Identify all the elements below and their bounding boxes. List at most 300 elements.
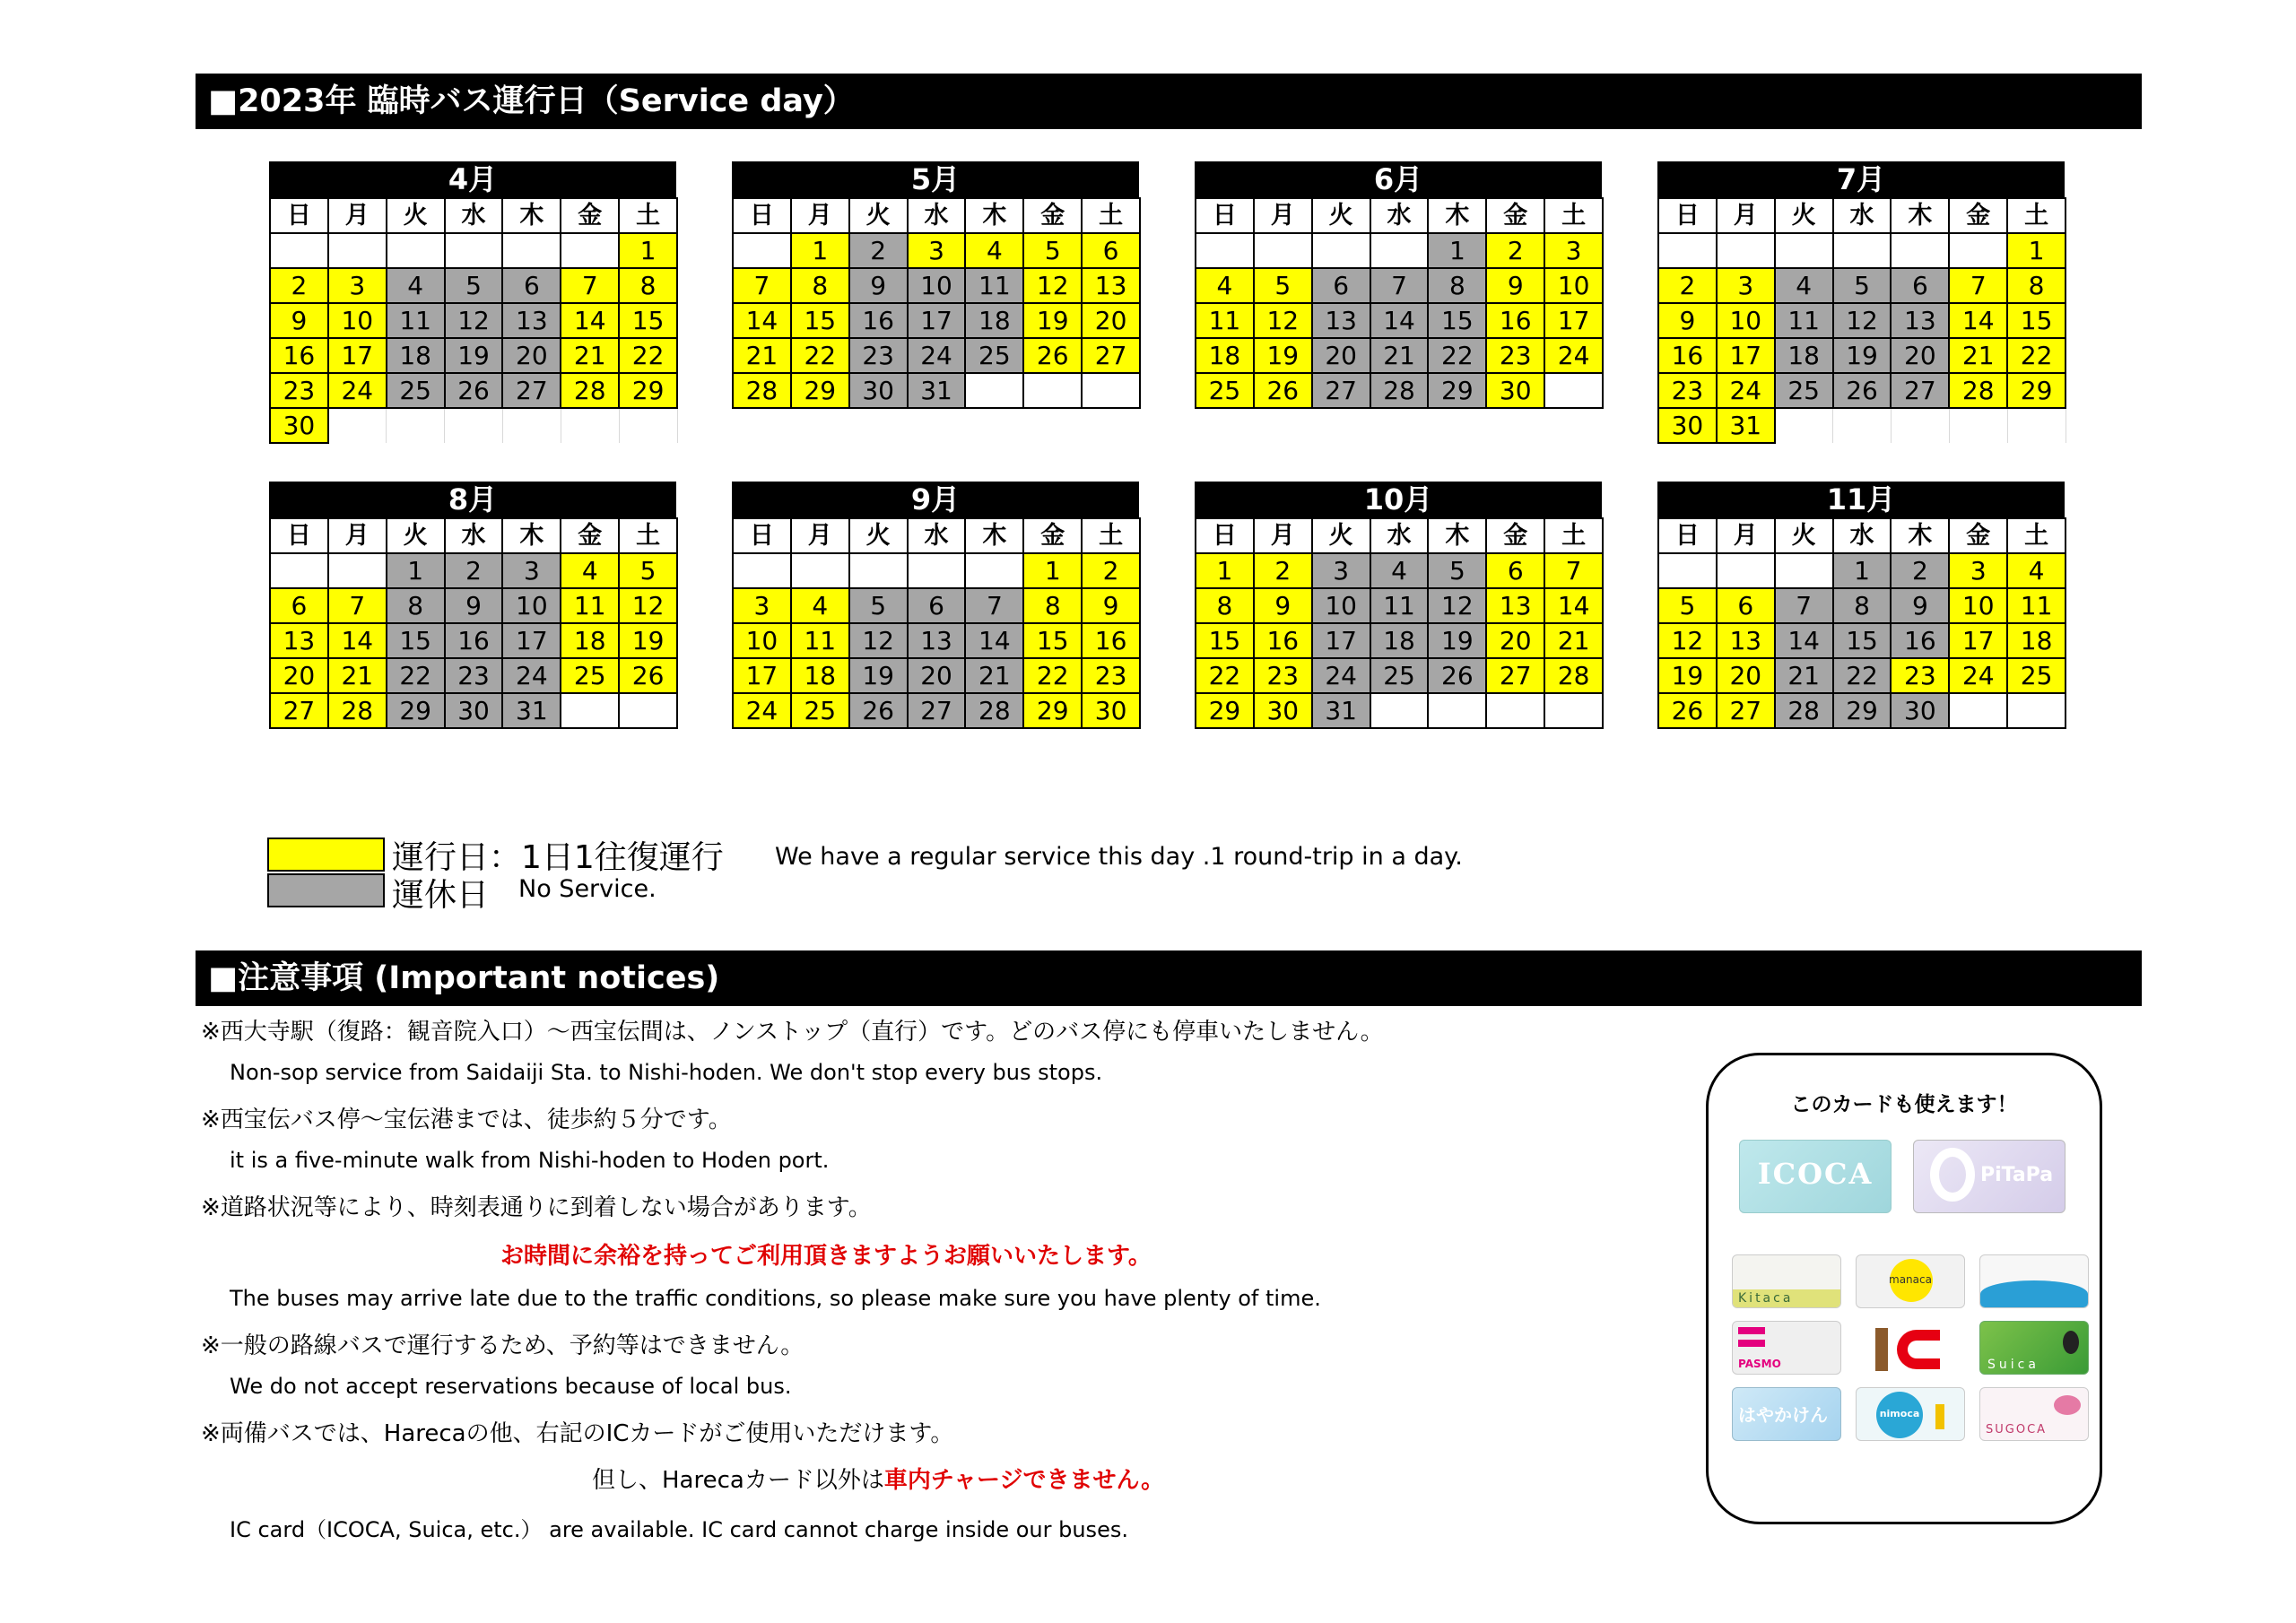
- service-day-cell: 28: [1949, 373, 2007, 408]
- no-service-day-cell: 24: [1312, 658, 1370, 693]
- week-row: [1658, 373, 2066, 408]
- service-day-cell: 28: [328, 693, 387, 728]
- no-service-day-cell: 12: [1833, 303, 1892, 338]
- weekday-header: 月: [791, 518, 849, 553]
- service-day-cell: 22: [1023, 658, 1082, 693]
- no-service-day-cell: 30: [445, 693, 503, 728]
- empty-day-cell: [1370, 233, 1429, 268]
- weekday-header: 日: [1196, 198, 1254, 233]
- no-service-day-cell: 8: [1833, 588, 1892, 623]
- pitapa-logo-shape: [1930, 1148, 1975, 1202]
- ic-logo-icon: [1856, 1321, 1965, 1375]
- month-title: 8月: [269, 482, 676, 517]
- service-day-cell: 23: [1658, 373, 1717, 408]
- service-day-cell: 30: [270, 408, 328, 443]
- no-service-day-cell: 26: [445, 373, 503, 408]
- weekday-header: 火: [1775, 518, 1833, 553]
- service-day-cell: 3: [908, 233, 966, 268]
- service-day-cell: 10: [1949, 588, 2007, 623]
- no-service-day-cell: 27: [1891, 373, 1949, 408]
- service-day-cell: 20: [270, 658, 328, 693]
- no-service-day-cell: 22: [387, 658, 445, 693]
- weekday-header: 土: [1082, 198, 1140, 233]
- no-service-day-cell: 16: [1891, 623, 1949, 658]
- no-service-day-cell: 19: [445, 338, 503, 373]
- week-row: [1658, 233, 2066, 268]
- weekday-header: 土: [1544, 518, 1603, 553]
- month-calendar: [269, 482, 676, 729]
- notice-3-warning: お時間に余裕を持ってご利用頂きますようお願いいたします。: [500, 1243, 1152, 1270]
- service-day-cell: 13: [1486, 588, 1544, 623]
- month-title: 7月: [1657, 161, 2065, 197]
- weekday-header: 火: [387, 198, 445, 233]
- no-service-day-cell: 29: [1428, 373, 1486, 408]
- service-day-cell: 6: [270, 588, 328, 623]
- week-row: [1196, 693, 1603, 728]
- week-row: [1658, 623, 2066, 658]
- no-service-day-cell: 13: [502, 303, 561, 338]
- week-row: [270, 303, 677, 338]
- service-day-cell: 24: [1717, 373, 1775, 408]
- service-day-cell: 25: [561, 658, 619, 693]
- week-row: [733, 623, 1140, 658]
- service-day-cell: 21: [1949, 338, 2007, 373]
- legend-service-jp: 運行日：1日1往復運行: [392, 839, 724, 876]
- service-day-cell: 23: [1891, 658, 1949, 693]
- empty-day-cell: [328, 553, 387, 588]
- empty-day-cell: [733, 233, 791, 268]
- no-service-day-cell: 20: [1891, 338, 1949, 373]
- notice-4-jp: ※一般の路線バスで運行するため、予約等はできません。: [201, 1332, 804, 1359]
- service-day-cell: 27: [1082, 338, 1140, 373]
- weekday-header: 日: [270, 518, 328, 553]
- service-day-cell: 15: [1196, 623, 1254, 658]
- empty-day-cell: [965, 553, 1023, 588]
- empty-day-cell: [1775, 553, 1833, 588]
- notice-3-jp: ※道路状況等により、時刻表通りに到着しない場合があります。: [201, 1194, 872, 1221]
- weekday-header: 金: [1486, 518, 1544, 553]
- no-service-day-cell: 7: [1370, 268, 1429, 303]
- no-service-day-cell: 31: [1312, 693, 1370, 728]
- week-row: [1658, 408, 2066, 443]
- service-day-cell: 20: [1082, 303, 1140, 338]
- service-day-cell: 20: [1486, 623, 1544, 658]
- month-title: 9月: [732, 482, 1139, 517]
- no-service-day-cell: 27: [908, 693, 966, 728]
- no-service-day-cell: 30: [849, 373, 908, 408]
- service-day-cell: 12: [1254, 303, 1312, 338]
- empty-day-cell: [1544, 693, 1603, 728]
- service-day-cell: 2: [1658, 268, 1717, 303]
- service-day-cell: 19: [1023, 303, 1082, 338]
- no-service-day-cell: 19: [1428, 623, 1486, 658]
- no-service-day-cell: 30: [1891, 693, 1949, 728]
- no-service-day-cell: 26: [849, 693, 908, 728]
- week-row: [270, 408, 677, 443]
- weekday-header: 金: [1949, 518, 2007, 553]
- legend-swatch-no-service: [267, 873, 385, 907]
- no-service-day-cell: 12: [445, 303, 503, 338]
- empty-day-cell: [1775, 408, 1833, 443]
- service-day-cell: 16: [270, 338, 328, 373]
- no-service-day-cell: 21: [965, 658, 1023, 693]
- service-day-cell: 14: [1544, 588, 1603, 623]
- notice-4-en: We do not accept reservations because of local bus.: [230, 1374, 792, 1399]
- service-day-cell: 25: [1196, 373, 1254, 408]
- service-day-cell: 7: [1949, 268, 2007, 303]
- week-row: [1196, 303, 1603, 338]
- service-day-cell: 12: [1023, 268, 1082, 303]
- week-row: [733, 268, 1140, 303]
- service-day-cell: 9: [1658, 303, 1717, 338]
- service-day-cell: 10: [328, 303, 387, 338]
- legend-noservice-en: No Service.: [518, 875, 657, 903]
- service-day-cell: 21: [561, 338, 619, 373]
- empty-day-cell: [561, 233, 619, 268]
- no-service-day-cell: 17: [502, 623, 561, 658]
- service-day-cell: 24: [1949, 658, 2007, 693]
- empty-day-cell: [1544, 373, 1603, 408]
- service-day-cell: 6: [1486, 553, 1544, 588]
- service-day-cell: 30: [1486, 373, 1544, 408]
- service-day-cell: 26: [619, 658, 677, 693]
- week-row: [270, 338, 677, 373]
- service-day-cell: 18: [1196, 338, 1254, 373]
- service-day-cell: 11: [791, 623, 849, 658]
- service-day-cell: 24: [733, 693, 791, 728]
- service-day-cell: 8: [791, 268, 849, 303]
- no-service-day-cell: 21: [1370, 338, 1429, 373]
- no-service-day-cell: 6: [908, 588, 966, 623]
- service-day-cell: 13: [270, 623, 328, 658]
- weekday-header: 日: [1196, 518, 1254, 553]
- weekday-header: 水: [1370, 518, 1429, 553]
- weekday-header: 土: [619, 198, 677, 233]
- service-day-cell: 15: [619, 303, 677, 338]
- service-day-cell: 25: [791, 693, 849, 728]
- week-row: [1196, 623, 1603, 658]
- notice-5-caveat: [592, 1462, 1164, 1495]
- kitaca-card-icon: [1732, 1254, 1841, 1308]
- service-day-cell: 16: [1254, 623, 1312, 658]
- pasmo-bar-1: [1738, 1327, 1765, 1334]
- weekday-header: 月: [791, 198, 849, 233]
- no-service-day-cell: 29: [1833, 693, 1892, 728]
- no-service-day-cell: 2: [849, 233, 908, 268]
- month-title: 5月: [732, 161, 1139, 197]
- service-day-cell: 26: [1658, 693, 1717, 728]
- empty-day-cell: [2007, 693, 2066, 728]
- week-row: [1196, 588, 1603, 623]
- notice-5-caveat-warning: 車内チャージできません。: [883, 1467, 1165, 1494]
- empty-day-cell: [1891, 233, 1949, 268]
- ic-card-panel-title: このカードも使えます！: [1790, 1093, 2018, 1116]
- no-service-day-cell: 23: [849, 338, 908, 373]
- no-service-day-cell: 31: [908, 373, 966, 408]
- no-service-day-cell: 2: [1891, 553, 1949, 588]
- weekday-header: 日: [270, 198, 328, 233]
- weekday-header: 金: [1949, 198, 2007, 233]
- service-day-cell: 27: [270, 693, 328, 728]
- month-calendar: [1657, 482, 2065, 729]
- empty-day-cell: [1949, 693, 2007, 728]
- no-service-day-cell: 15: [387, 623, 445, 658]
- empty-day-cell: [1082, 373, 1140, 408]
- weekday-header: 火: [1312, 198, 1370, 233]
- no-service-day-cell: 25: [965, 338, 1023, 373]
- no-service-day-cell: 5: [445, 268, 503, 303]
- month-table: [1657, 197, 2066, 444]
- weekday-header: 日: [1658, 198, 1717, 233]
- nimoca-mark: [1935, 1404, 1944, 1429]
- ic-card-panel: [1706, 1053, 2102, 1524]
- no-service-day-cell: 8: [1428, 268, 1486, 303]
- no-service-day-cell: 27: [1312, 373, 1370, 408]
- sugoca-card-label: SUGOCA: [1986, 1423, 2048, 1436]
- service-day-cell: 19: [619, 623, 677, 658]
- hayakaken-card-label: はやかけん: [1738, 1404, 1828, 1426]
- empty-day-cell: [445, 233, 503, 268]
- service-day-cell: 26: [1254, 373, 1312, 408]
- no-service-day-cell: 9: [849, 268, 908, 303]
- weekday-header: 木: [1428, 198, 1486, 233]
- service-day-cell: 13: [1717, 623, 1775, 658]
- no-service-day-cell: 12: [1428, 588, 1486, 623]
- service-day-cell: 1: [2007, 233, 2066, 268]
- weekday-header: 月: [1717, 198, 1775, 233]
- month-calendar: [732, 161, 1139, 409]
- service-day-cell: 4: [2007, 553, 2066, 588]
- service-day-cell: 30: [1254, 693, 1312, 728]
- weekday-header: 水: [445, 198, 503, 233]
- empty-day-cell: [1370, 693, 1429, 728]
- no-service-day-cell: 26: [1428, 658, 1486, 693]
- no-service-day-cell: 12: [849, 623, 908, 658]
- nimoca-card-label: nimoca: [1879, 1408, 1920, 1419]
- weekday-header: 土: [1544, 198, 1603, 233]
- service-day-cell: 2: [1486, 233, 1544, 268]
- weekday-header: 土: [1082, 518, 1140, 553]
- weekday-header: 月: [1717, 518, 1775, 553]
- service-day-cell: 21: [733, 338, 791, 373]
- no-service-day-cell: 29: [387, 693, 445, 728]
- no-service-day-cell: 13: [908, 623, 966, 658]
- weekday-header: 日: [733, 198, 791, 233]
- service-day-cell: 17: [733, 658, 791, 693]
- no-service-day-cell: 10: [502, 588, 561, 623]
- no-service-day-cell: 28: [1775, 693, 1833, 728]
- week-row: [1658, 693, 2066, 728]
- week-row: [1658, 338, 2066, 373]
- weekday-header: 水: [908, 198, 966, 233]
- service-day-cell: 10: [733, 623, 791, 658]
- weekday-header: 日: [1658, 518, 1717, 553]
- service-day-cell: 3: [328, 268, 387, 303]
- no-service-day-cell: 28: [965, 693, 1023, 728]
- service-day-cell: 29: [791, 373, 849, 408]
- week-row: [270, 268, 677, 303]
- no-service-day-cell: 4: [1370, 553, 1429, 588]
- notice-2-jp: ※西宝伝バス停～宝伝港までは、徒歩約５分です。: [201, 1107, 732, 1133]
- week-row: [1658, 588, 2066, 623]
- weekday-row: [270, 198, 677, 233]
- no-service-day-cell: 20: [908, 658, 966, 693]
- week-row: [1196, 338, 1603, 373]
- empty-day-cell: [270, 553, 328, 588]
- empty-day-cell: [619, 408, 677, 443]
- empty-day-cell: [733, 553, 791, 588]
- service-day-cell: 6: [1717, 588, 1775, 623]
- month-calendar: [1195, 161, 1602, 409]
- empty-day-cell: [1949, 233, 2007, 268]
- service-day-cell: 13: [1082, 268, 1140, 303]
- no-service-day-cell: 5: [849, 588, 908, 623]
- empty-day-cell: [791, 553, 849, 588]
- empty-day-cell: [445, 408, 503, 443]
- weekday-header: 火: [849, 518, 908, 553]
- service-day-cell: 10: [1544, 268, 1603, 303]
- service-day-cell: 3: [1717, 268, 1775, 303]
- empty-day-cell: [1833, 408, 1892, 443]
- weekday-header: 火: [387, 518, 445, 553]
- weekday-header: 土: [2007, 518, 2066, 553]
- weekday-header: 水: [445, 518, 503, 553]
- weekday-row: [1196, 198, 1603, 233]
- service-day-cell: 15: [791, 303, 849, 338]
- ic-logo-c: [1897, 1330, 1940, 1369]
- month-table: [269, 197, 678, 444]
- service-day-cell: 5: [1658, 588, 1717, 623]
- weekday-header: 月: [1254, 518, 1312, 553]
- month-title: 6月: [1195, 161, 1602, 197]
- empty-day-cell: [502, 233, 561, 268]
- month-calendar: [1195, 482, 1602, 729]
- service-day-cell: 14: [328, 623, 387, 658]
- no-service-day-cell: 16: [849, 303, 908, 338]
- no-service-day-cell: 3: [1312, 553, 1370, 588]
- no-service-day-cell: 5: [1833, 268, 1892, 303]
- no-service-day-cell: 28: [1370, 373, 1429, 408]
- notice-5-en: IC card（ICOCA, Suica, etc.） are available. IC card cannot charge inside our buses.: [230, 1517, 1128, 1542]
- toica-wave-shape: [1980, 1280, 2088, 1307]
- service-day-cell: 28: [733, 373, 791, 408]
- service-day-cell: 1: [619, 233, 677, 268]
- no-service-day-cell: 31: [502, 693, 561, 728]
- weekday-header: 火: [1775, 198, 1833, 233]
- weekday-row: [270, 518, 677, 553]
- empty-day-cell: [561, 408, 619, 443]
- no-service-day-cell: 24: [908, 338, 966, 373]
- month-calendar: [732, 482, 1139, 729]
- month-title: 11月: [1657, 482, 2065, 517]
- ic-logo-i: [1875, 1328, 1888, 1371]
- week-row: [270, 233, 677, 268]
- service-day-cell: 3: [1544, 233, 1603, 268]
- no-service-day-cell: 4: [1775, 268, 1833, 303]
- no-service-day-cell: 25: [387, 373, 445, 408]
- no-service-day-cell: 9: [1891, 588, 1949, 623]
- pitapa-card-icon: [1913, 1140, 2066, 1213]
- month-table: [732, 197, 1141, 409]
- no-service-day-cell: 18: [965, 303, 1023, 338]
- service-day-cell: 11: [1196, 303, 1254, 338]
- service-day-cell: 28: [1544, 658, 1603, 693]
- service-day-cell: 1: [1196, 553, 1254, 588]
- service-day-cell: 25: [2007, 658, 2066, 693]
- no-service-day-cell: 6: [1891, 268, 1949, 303]
- no-service-day-cell: 25: [1370, 658, 1429, 693]
- service-day-cell: 21: [1544, 623, 1603, 658]
- sugoca-card-icon: [1979, 1387, 2089, 1441]
- service-day-cell: 15: [2007, 303, 2066, 338]
- pitapa-card-label: PiTaPa: [1980, 1164, 2054, 1186]
- no-service-day-cell: 6: [1312, 268, 1370, 303]
- service-day-cell: 29: [619, 373, 677, 408]
- empty-day-cell: [965, 373, 1023, 408]
- service-day-cell: 23: [1082, 658, 1140, 693]
- month-calendar: [1657, 161, 2065, 444]
- month-title: 10月: [1195, 482, 1602, 517]
- service-day-cell: 30: [1082, 693, 1140, 728]
- empty-day-cell: [1717, 233, 1775, 268]
- legend-swatch-service: [267, 838, 385, 872]
- empty-day-cell: [270, 233, 328, 268]
- no-service-day-cell: 18: [1370, 623, 1429, 658]
- legend-noservice-jp: 運休日: [392, 877, 490, 914]
- service-day-cell: 2: [1082, 553, 1140, 588]
- service-day-cell: 11: [561, 588, 619, 623]
- empty-day-cell: [1658, 233, 1717, 268]
- no-service-day-cell: 19: [1833, 338, 1892, 373]
- no-service-day-cell: 22: [1833, 658, 1892, 693]
- no-service-day-cell: 27: [502, 373, 561, 408]
- no-service-day-cell: 11: [965, 268, 1023, 303]
- month-table: [269, 517, 678, 729]
- empty-day-cell: [328, 408, 387, 443]
- service-day-cell: 17: [1717, 338, 1775, 373]
- empty-day-cell: [849, 553, 908, 588]
- service-day-cell: 8: [1023, 588, 1082, 623]
- week-row: [733, 303, 1140, 338]
- week-row: [270, 693, 677, 728]
- no-service-day-cell: 13: [1891, 303, 1949, 338]
- service-day-cell: 17: [1949, 623, 2007, 658]
- suica-card-label: Suica: [1987, 1358, 2039, 1372]
- weekday-header: 木: [1891, 518, 1949, 553]
- empty-day-cell: [1312, 233, 1370, 268]
- no-service-day-cell: 20: [502, 338, 561, 373]
- week-row: [270, 553, 677, 588]
- no-service-day-cell: 11: [1370, 588, 1429, 623]
- weekday-header: 金: [561, 198, 619, 233]
- empty-day-cell: [1196, 233, 1254, 268]
- week-row: [733, 233, 1140, 268]
- service-day-cell: 24: [1544, 338, 1603, 373]
- service-day-cell: 4: [1196, 268, 1254, 303]
- service-day-cell: 2: [270, 268, 328, 303]
- no-service-day-cell: 17: [1312, 623, 1370, 658]
- service-day-cell: 28: [561, 373, 619, 408]
- month-table: [1195, 517, 1604, 729]
- weekday-header: 木: [965, 198, 1023, 233]
- service-day-cell: 19: [1254, 338, 1312, 373]
- week-row: [733, 553, 1140, 588]
- service-day-cell: 22: [1196, 658, 1254, 693]
- weekday-header: 金: [1486, 198, 1544, 233]
- weekday-header: 木: [1428, 518, 1486, 553]
- service-day-cell: 16: [1082, 623, 1140, 658]
- no-service-day-cell: 16: [445, 623, 503, 658]
